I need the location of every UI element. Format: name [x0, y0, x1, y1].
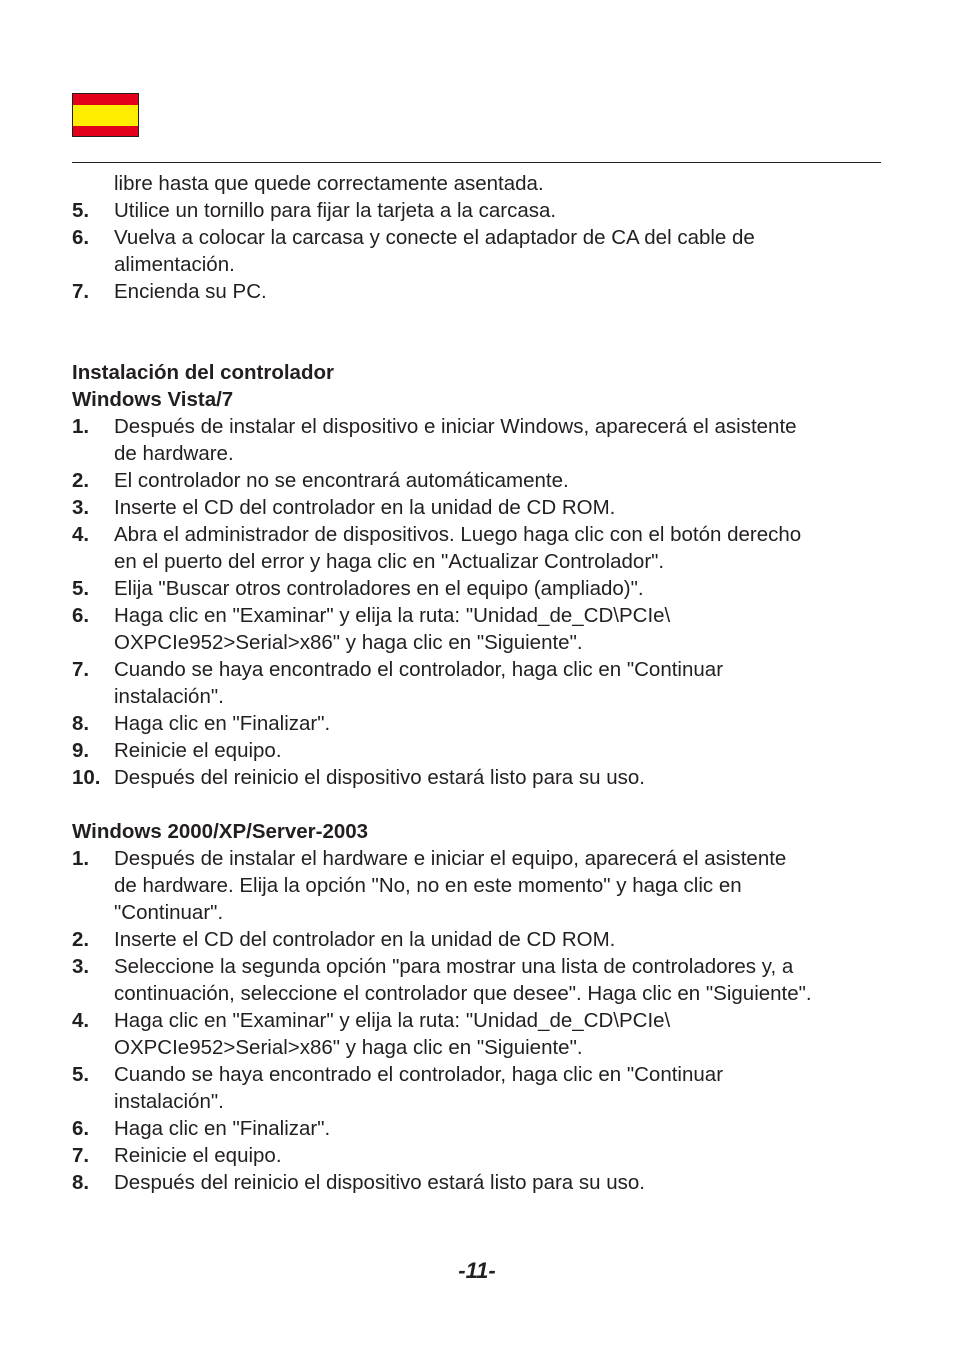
list-item-text: Reinicie el equipo.	[114, 1144, 282, 1167]
list-item	[72, 737, 887, 764]
list-item-number: 3.	[72, 955, 90, 978]
list-item-number: 6.	[72, 604, 90, 627]
list-item-text: Haga clic en "Finalizar".	[114, 1117, 331, 1140]
list-item-text: instalación".	[114, 685, 224, 708]
list-item	[72, 575, 887, 602]
list-item-text: Encienda su PC.	[114, 280, 267, 303]
list-item	[72, 710, 887, 737]
list-item	[72, 629, 887, 656]
list-item-text: Después del reinicio el dispositivo estará listo para su uso.	[114, 1171, 645, 1194]
list-item-text: El controlador no se encontrará automáticamente.	[114, 469, 569, 492]
list-item	[72, 278, 887, 305]
list-item-number: 2.	[72, 469, 90, 492]
list-item-text: Inserte el CD del controlador en la unidad de CD ROM.	[114, 496, 616, 519]
list-item-number: 4.	[72, 1009, 90, 1032]
list-item-text: Haga clic en "Examinar" y elija la ruta: "Unidad_de_CD\PCIe\	[114, 1009, 671, 1032]
list-item-text: "Continuar".	[114, 901, 224, 924]
list-item	[72, 413, 887, 440]
flag-band-bottom	[73, 126, 138, 137]
list-item-text: en el puerto del error y haga clic en "Actualizar Controlador".	[114, 550, 665, 573]
list-item	[72, 494, 887, 521]
list-item-number	[72, 251, 114, 278]
list-item-text: Reinicie el equipo.	[114, 739, 282, 762]
list-item-number	[72, 683, 114, 710]
list-item-number: 9.	[72, 739, 90, 762]
list-item-number: 7.	[72, 280, 90, 303]
section-subtitle-xp: Windows 2000/XP/Server-2003	[72, 820, 369, 843]
list-item	[72, 764, 887, 791]
spain-flag-icon	[72, 93, 139, 137]
list-item	[72, 1115, 887, 1142]
list-item-text: OXPCIe952>Serial>x86" y haga clic en "Siguiente".	[114, 1036, 583, 1059]
list-item	[72, 602, 887, 629]
list-item	[72, 845, 887, 872]
list-item	[72, 872, 887, 899]
list-item-text: de hardware. Elija la opción "No, no en este momento" y haga clic en	[114, 874, 742, 897]
list-item-number: 8.	[72, 712, 90, 735]
list-item	[72, 1169, 887, 1196]
list-item-number: 4.	[72, 523, 90, 546]
list-item	[72, 899, 887, 926]
list-item-text: alimentación.	[114, 253, 235, 276]
list-item-text: de hardware.	[114, 442, 234, 465]
xp-steps-list	[72, 845, 887, 1196]
list-item-text: instalación".	[114, 1090, 224, 1113]
list-item-text: Después de instalar el hardware e iniciar el equipo, aparecerá el asistente	[114, 847, 787, 870]
list-item-number	[72, 548, 114, 575]
list-item-text: Inserte el CD del controlador en la unidad de CD ROM.	[114, 928, 616, 951]
list-item-text: Haga clic en "Finalizar".	[114, 712, 331, 735]
flag-band-top	[73, 94, 138, 105]
list-item-text: Elija "Buscar otros controladores en el equipo (ampliado)".	[114, 577, 644, 600]
list-item	[72, 926, 887, 953]
list-item-number	[72, 1034, 114, 1061]
list-item	[72, 980, 887, 1007]
list-item-number: 1.	[72, 847, 90, 870]
section-subtitle-vista: Windows Vista/7	[72, 388, 234, 411]
list-item-text: OXPCIe952>Serial>x86" y haga clic en "Siguiente".	[114, 631, 583, 654]
list-item	[72, 953, 887, 980]
list-item-number: 5.	[72, 577, 90, 600]
list-item-text: Seleccione la segunda opción "para mostrar una lista de controladores y, a	[114, 955, 794, 978]
list-item	[72, 1007, 887, 1034]
continued-first-line: libre hasta que quede correctamente asentada.	[114, 172, 544, 195]
continued-list	[72, 197, 887, 305]
list-item	[72, 467, 887, 494]
list-item	[72, 251, 887, 278]
list-item-number	[72, 872, 114, 899]
list-item	[72, 1088, 887, 1115]
continued-text	[72, 170, 887, 197]
list-item-text: continuación, seleccione el controlador que desee". Haga clic en "Siguiente".	[114, 982, 812, 1005]
list-item-number: 6.	[72, 226, 90, 249]
list-item-text: Haga clic en "Examinar" y elija la ruta: "Unidad_de_CD\PCIe\	[114, 604, 671, 627]
list-item-text: Después del reinicio el dispositivo estará listo para su uso.	[114, 766, 645, 789]
list-item-number: 6.	[72, 1117, 90, 1140]
list-item-number: 1.	[72, 415, 90, 438]
vista-steps-list	[72, 413, 887, 791]
list-item-text: Cuando se haya encontrado el controlador, haga clic en "Continuar	[114, 1063, 724, 1086]
section-title: Instalación del controlador	[72, 361, 334, 384]
list-item-number: 7.	[72, 658, 90, 681]
page-body	[72, 170, 887, 1196]
list-item-number: 10.	[72, 766, 101, 789]
list-item	[72, 548, 887, 575]
list-item-text: Después de instalar el dispositivo e iniciar Windows, aparecerá el asistente	[114, 415, 797, 438]
list-item-text: Cuando se haya encontrado el controlador, haga clic en "Continuar	[114, 658, 724, 681]
list-item	[72, 1061, 887, 1088]
list-item-number: 5.	[72, 1063, 90, 1086]
list-item-number: 5.	[72, 199, 90, 222]
list-item-number	[72, 899, 114, 926]
list-item-text: Abra el administrador de dispositivos. Luego haga clic con el botón derecho	[114, 523, 802, 546]
list-item-number	[72, 1088, 114, 1115]
page-number: -11-	[458, 1258, 496, 1283]
list-item-number	[72, 980, 114, 1007]
list-item-number: 3.	[72, 496, 90, 519]
list-item-text: Utilice un tornillo para fijar la tarjeta a la carcasa.	[114, 199, 557, 222]
list-item	[72, 440, 887, 467]
list-item-number: 8.	[72, 1171, 90, 1194]
list-item	[72, 1142, 887, 1169]
list-item	[72, 683, 887, 710]
header-divider	[72, 162, 881, 163]
list-item-number: 2.	[72, 928, 90, 951]
list-item-number: 7.	[72, 1144, 90, 1167]
list-item	[72, 224, 887, 251]
list-item	[72, 656, 887, 683]
flag-band-middle	[73, 105, 138, 126]
list-item	[72, 521, 887, 548]
list-item	[72, 197, 887, 224]
list-item-number	[72, 440, 114, 467]
list-item-number	[72, 629, 114, 656]
list-item-text: Vuelva a colocar la carcasa y conecte el adaptador de CA del cable de	[114, 226, 755, 249]
list-item	[72, 1034, 887, 1061]
